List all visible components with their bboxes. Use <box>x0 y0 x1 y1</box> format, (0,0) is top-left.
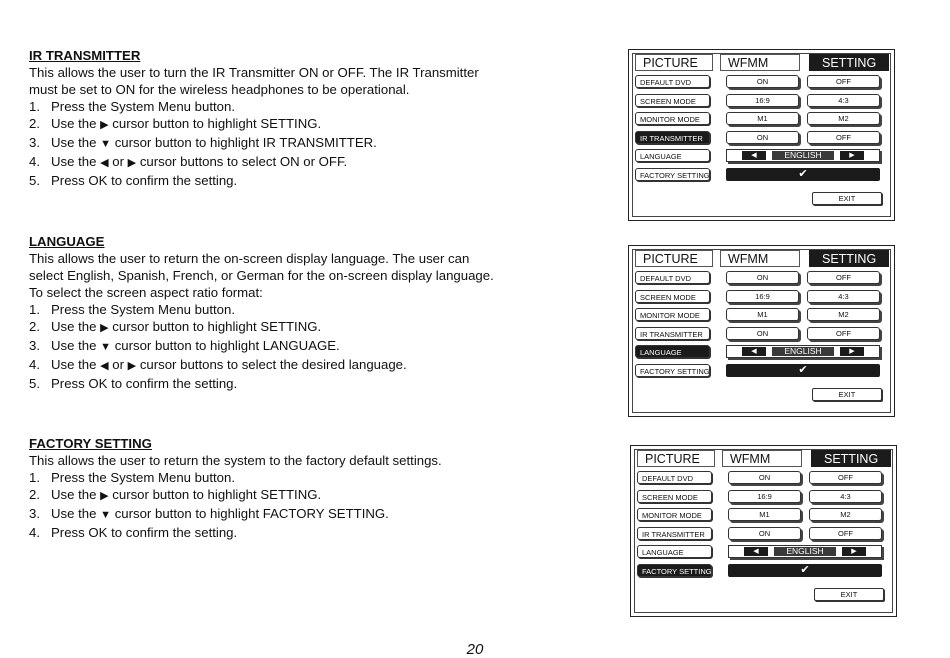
step-item: 2. Use the ▶ cursor button to highlight SETTING. <box>29 487 322 502</box>
menu-item-monitor-mode[interactable]: MONITOR MODE <box>635 308 710 321</box>
menu-item-monitor-mode[interactable]: MONITOR MODE <box>637 508 712 521</box>
exit-button[interactable]: EXIT <box>812 192 882 205</box>
tab-picture[interactable]: PICTURE <box>635 54 713 71</box>
tab-setting[interactable]: SETTING <box>811 450 891 467</box>
check-icon: ✔ <box>798 364 808 376</box>
menu-item-screen-mode[interactable]: SCREEN MODE <box>637 490 712 503</box>
section-language <box>29 233 499 392</box>
exit-button[interactable]: EXIT <box>812 388 882 401</box>
step-item: 3. Use the ▼ cursor button to highlight FACTORY SETTING. <box>29 506 389 521</box>
menu-item-default-dvd[interactable]: DEFAULT DVD <box>635 75 710 88</box>
menu-item-language[interactable]: LANGUAGE <box>635 149 710 162</box>
menu-item-default-dvd[interactable]: DEFAULT DVD <box>635 271 710 284</box>
right-arrow-icon: ▶ <box>100 119 109 131</box>
section-ir-transmitter <box>29 47 499 189</box>
step-item: 2. Use the ▶ cursor button to highlight SETTING. <box>29 319 322 334</box>
menu-item-factory-setting[interactable]: FACTORY SETTING <box>635 168 710 181</box>
tab-picture[interactable]: PICTURE <box>635 250 713 267</box>
menu-item-screen-mode[interactable]: SCREEN MODE <box>635 94 710 107</box>
menu-item-ir-transmitter[interactable]: IR TRANSMITTER <box>635 327 710 340</box>
right-arrow-icon: ▶ <box>100 322 109 334</box>
tab-wfmm[interactable]: WFMM <box>720 54 800 71</box>
language-selector[interactable] <box>726 149 880 162</box>
menu-item-monitor-mode[interactable]: MONITOR MODE <box>635 112 710 125</box>
left-arrow-icon: ◀ <box>100 360 109 372</box>
setting-menu-language <box>628 245 895 417</box>
menu-tabs <box>637 450 888 467</box>
steps-list <box>29 98 499 189</box>
confirm-bar[interactable] <box>726 168 880 181</box>
step-item: 2. Use the ▶ cursor button to highlight SETTING. <box>29 116 322 131</box>
menu-tabs <box>635 250 886 267</box>
section-text: must be set to ON for the wireless headphones to be operational. <box>29 82 410 97</box>
option-monitor-mode-2[interactable]: M2 <box>807 112 880 125</box>
left-arrow-icon[interactable]: ◀ <box>742 347 766 356</box>
option-screen-mode-2[interactable]: 4:3 <box>807 290 880 303</box>
option-screen-mode-2[interactable]: 4:3 <box>807 94 880 107</box>
menu-row-factory-setting <box>635 364 885 378</box>
right-arrow-icon: ▶ <box>100 490 109 502</box>
option-screen-mode-1[interactable]: 16:9 <box>726 290 799 303</box>
menu-row-screen-mode <box>637 490 887 504</box>
section-title: IR TRANSMITTER <box>29 48 141 63</box>
check-icon: ✔ <box>800 564 810 576</box>
section-text: This allows the user to return the system to the factory default settings. <box>29 453 442 468</box>
step-item: 4. Use the ◀ or ▶ cursor buttons to select ON or OFF. <box>29 154 348 169</box>
section-text: select English, Spanish, French, or German for the on-screen display language. <box>29 268 494 283</box>
option-ir-transmitter-1[interactable]: ON <box>726 327 799 340</box>
confirm-bar[interactable] <box>726 364 880 377</box>
left-arrow-icon: ◀ <box>100 157 109 169</box>
option-screen-mode-2[interactable]: 4:3 <box>809 490 882 503</box>
step-item: 1. Press the System Menu button. <box>29 302 235 317</box>
right-arrow-icon: ▶ <box>127 157 137 169</box>
option-screen-mode-1[interactable]: 16:9 <box>728 490 801 503</box>
option-ir-transmitter-1[interactable]: ON <box>728 527 801 540</box>
right-arrow-icon[interactable]: ▶ <box>840 151 864 160</box>
section-title: LANGUAGE <box>29 234 105 249</box>
step-item: 1. Press the System Menu button. <box>29 470 235 485</box>
step-item: 4. Use the ◀ or ▶ cursor buttons to select the desired language. <box>29 357 407 372</box>
option-default-dvd-1[interactable]: ON <box>726 75 799 88</box>
menu-item-ir-transmitter[interactable]: IR TRANSMITTER <box>637 527 712 540</box>
menu-row-language <box>637 545 887 559</box>
right-arrow-icon[interactable]: ▶ <box>842 547 866 556</box>
menu-item-ir-transmitter[interactable]: IR TRANSMITTER <box>635 131 710 144</box>
option-default-dvd-2[interactable]: OFF <box>807 75 880 88</box>
menu-row-screen-mode <box>635 94 885 108</box>
tab-setting[interactable]: SETTING <box>809 250 889 267</box>
menu-row-default-dvd <box>635 75 885 89</box>
right-arrow-icon: ▶ <box>127 360 137 372</box>
step-item: 1. Press the System Menu button. <box>29 99 235 114</box>
setting-menu-ir-transmitter <box>628 49 895 221</box>
left-arrow-icon[interactable]: ◀ <box>742 151 766 160</box>
menu-row-ir-transmitter <box>637 527 887 541</box>
menu-item-screen-mode[interactable]: SCREEN MODE <box>635 290 710 303</box>
option-monitor-mode-2[interactable]: M2 <box>807 308 880 321</box>
menu-row-language <box>635 345 885 359</box>
option-monitor-mode-1[interactable]: M1 <box>726 112 799 125</box>
right-arrow-icon[interactable]: ▶ <box>840 347 864 356</box>
section-factory-setting <box>29 435 499 541</box>
option-default-dvd-2[interactable]: OFF <box>807 271 880 284</box>
menu-item-language[interactable]: LANGUAGE <box>635 345 710 358</box>
menu-row-monitor-mode <box>637 508 887 522</box>
page-number: 20 <box>466 641 484 658</box>
option-ir-transmitter-2[interactable]: OFF <box>809 527 882 540</box>
steps-list <box>29 469 499 541</box>
down-arrow-icon: ▼ <box>100 509 112 521</box>
menu-row-monitor-mode <box>635 308 885 322</box>
menu-row-ir-transmitter <box>635 327 885 341</box>
step-item: 5. Press OK to confirm the setting. <box>29 376 238 391</box>
option-screen-mode-1[interactable]: 16:9 <box>726 94 799 107</box>
menu-item-factory-setting[interactable]: FACTORY SETTING <box>635 364 710 377</box>
menu-row-default-dvd <box>637 471 887 485</box>
menu-item-language[interactable]: LANGUAGE <box>637 545 712 558</box>
option-ir-transmitter-2[interactable]: OFF <box>807 327 880 340</box>
option-ir-transmitter-1[interactable]: ON <box>726 131 799 144</box>
option-monitor-mode-1[interactable]: M1 <box>728 508 801 521</box>
language-value: ENGLISH <box>774 547 836 556</box>
tab-picture[interactable]: PICTURE <box>637 450 715 467</box>
menu-item-default-dvd[interactable]: DEFAULT DVD <box>637 471 712 484</box>
option-monitor-mode-2[interactable]: M2 <box>809 508 882 521</box>
step-item: 4. Press OK to confirm the setting. <box>29 525 238 540</box>
steps-list <box>29 301 499 392</box>
option-default-dvd-2[interactable]: OFF <box>809 471 882 484</box>
menu-row-ir-transmitter <box>635 131 885 145</box>
step-item: 5. Press OK to confirm the setting. <box>29 173 238 188</box>
section-text: To select the screen aspect ratio format: <box>29 285 263 300</box>
language-value: ENGLISH <box>772 347 834 356</box>
menu-row-factory-setting <box>635 168 885 182</box>
menu-row-monitor-mode <box>635 112 885 126</box>
option-ir-transmitter-2[interactable]: OFF <box>807 131 880 144</box>
language-selector[interactable] <box>728 545 882 558</box>
option-default-dvd-1[interactable]: ON <box>728 471 801 484</box>
language-selector[interactable] <box>726 345 880 358</box>
tab-setting[interactable]: SETTING <box>809 54 889 71</box>
down-arrow-icon: ▼ <box>100 138 112 150</box>
step-item: 3. Use the ▼ cursor button to highlight LANGUAGE. <box>29 338 340 353</box>
option-default-dvd-1[interactable]: ON <box>726 271 799 284</box>
check-icon: ✔ <box>798 168 808 180</box>
menu-tabs <box>635 54 886 71</box>
section-text: This allows the user to return the on-screen display language. The user can <box>29 251 470 266</box>
tab-wfmm[interactable]: WFMM <box>720 250 800 267</box>
menu-row-screen-mode <box>635 290 885 304</box>
section-title: FACTORY SETTING <box>29 436 152 451</box>
menu-row-language <box>635 149 885 163</box>
exit-button[interactable]: EXIT <box>814 588 884 601</box>
tab-wfmm[interactable]: WFMM <box>722 450 802 467</box>
confirm-bar[interactable] <box>728 564 882 577</box>
down-arrow-icon: ▼ <box>100 341 112 353</box>
left-arrow-icon[interactable]: ◀ <box>744 547 768 556</box>
language-value: ENGLISH <box>772 151 834 160</box>
step-item: 3. Use the ▼ cursor button to highlight IR TRANSMITTER. <box>29 135 377 150</box>
menu-item-factory-setting[interactable]: FACTORY SETTING <box>637 564 712 577</box>
section-text: This allows the user to turn the IR Transmitter ON or OFF. The IR Transmitter <box>29 65 479 80</box>
menu-row-default-dvd <box>635 271 885 285</box>
option-monitor-mode-1[interactable]: M1 <box>726 308 799 321</box>
menu-row-factory-setting <box>637 564 887 578</box>
setting-menu-factory-setting <box>630 445 897 617</box>
